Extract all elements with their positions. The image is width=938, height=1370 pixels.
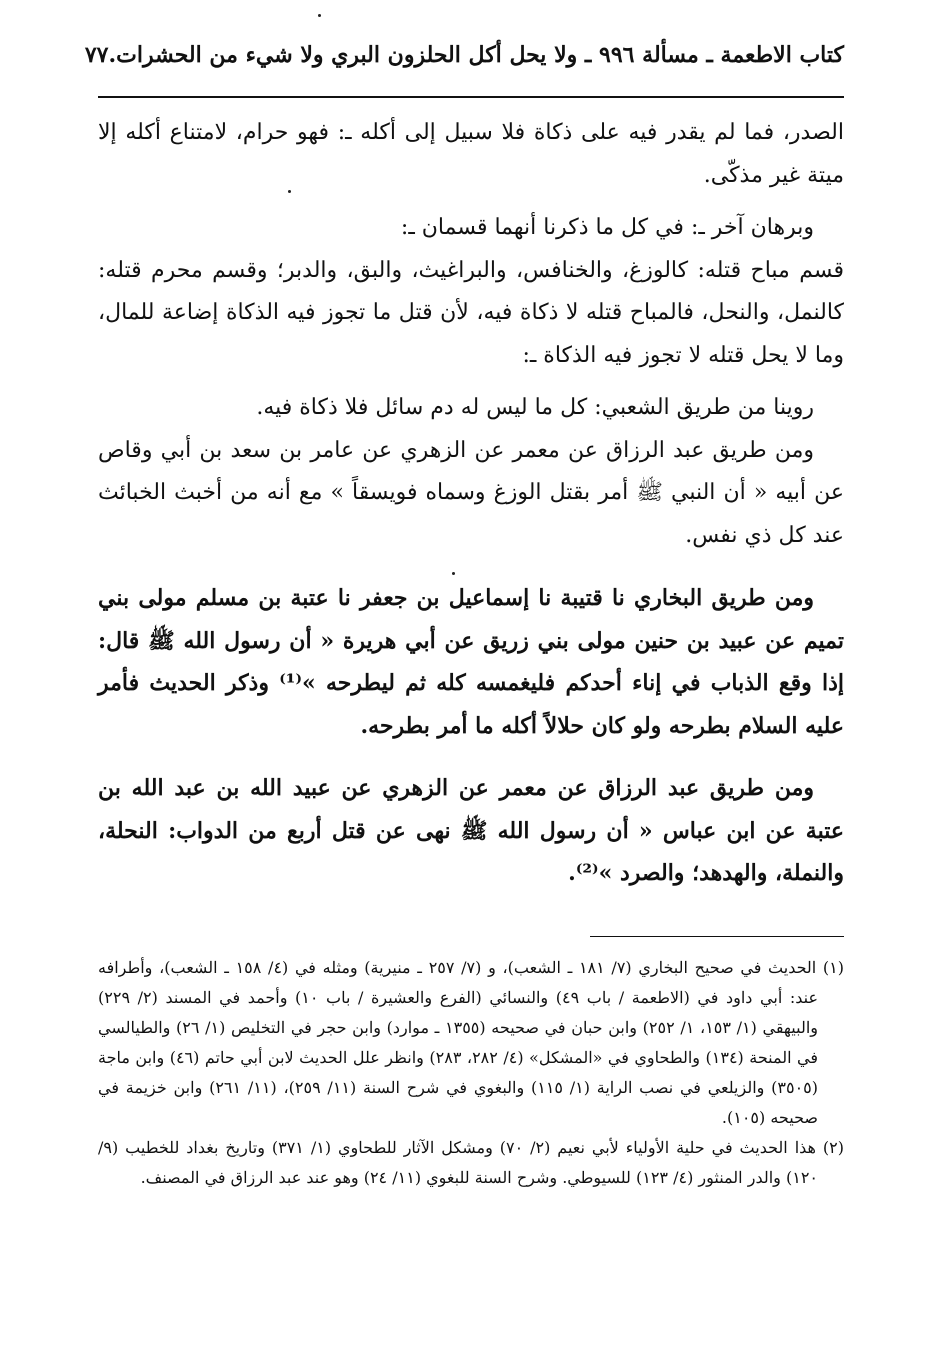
main-text — [98, 112, 844, 895]
paragraph: الصدر، فما لم يقدر فيه على ذكاة فلا سبيل إلى أكله ـ: فهو حرام، لامتناع أكله إلا ميتة غير مذكّى. — [98, 120, 844, 188]
paragraph: قسم مباح قتله: كالوزغ، والخنافس، والبراغيث، والبق، والدبر؛ وقسم محرم قتله: كالنمل، والنحل، فالمباح قتله لا ذكاة فيه، لأن قتل ما تجوز فيه الذكاة إضاعة للمال، وما لا يحل قتله لا تجوز فيه الذكاة ـ: — [98, 257, 844, 368]
footnote: (٢) هذا الحديث في حلية الأولياء لأبي نعيم (٢/ ٧٠) ومشكل الآثار للطحاوي (١/ ٣٧١) وتاريخ بغداد للخطيب (٩/ ١٢٠) والدر المنثور (٤/ ١٢٣) للسيوطي. وشرح السنة للبغوي (١١/ ٢٤) وهو عند عبد الرزاق في المصنف. — [98, 1138, 845, 1187]
footnote: (١) الحديث في صحيح البخاري (٧/ ١٨١ ـ الشعب)، و (٧/ ٢٥٧ ـ منيرية) ومثله في (٤/ ١٥٨ ـ الشعب)، وأطرافه عند: أبي داود في (الاطعمة / باب ٤٩) والنسائي (الفرع والعشيرة / باب ١٠) وأحمد في المسند (٢/ ٢٢٩) والبيهقي (١/ ١٥٣، ١/ ٢٥٢) وابن حبان في صحيحه (١٣٥٥ ـ موارد) وابن حجر في التخليص (١/ ٢٦) والطيالسي في المنحة (١٣٤) والطحاوي في «المشكل» (٤/ ٢٨٢، ٢٨٣) وانظر علل الحديث لابن أبي حاتم (٤٦) وابن ماجة (٣٥٠٥) والزيلعي في نصب الراية (١/ ١١٥) والبغوي في شرح السنة (١١/ ٢٥٩)، (١١/ ٢٦١) وابن خزيمة في صحيحه (١٠٥). — [98, 958, 845, 1127]
paragraph: ومن طريق عبد الرزاق عن معمر عن الزهري عن عامر بن سعد بن أبي وقاص عن أبيه « أن النبي ﷺ أمر بقتل الوزغ وسماه فويسقاً » مع أنه من أخبث الخبائث عند كل ذي نفس. — [98, 437, 844, 548]
page-number: ٧٧ — [84, 42, 109, 68]
page-header — [84, 30, 844, 80]
footnotes — [98, 953, 844, 1193]
paragraph: وبرهان آخر ـ: في كل ما ذكرنا أنهما قسمان ـ: — [400, 215, 814, 240]
paragraph: روينا من طريق الشعبي: كل ما ليس له دم سائل فلا ذكاة فيه. — [256, 395, 814, 420]
paragraph: ومن طريق عبد الرزاق عن معمر عن الزهري عن عبيد الله بن عبد الله بن عتبة عن ابن عباس « أن رسول الله ﷺ نهى عن قتل أربع من الدواب: النحلة، والنملة، والهدهد؛ والصرد »⁽²⁾. — [98, 775, 844, 886]
paragraph: ومن طريق البخاري نا قتيبة نا إسماعيل بن جعفر نا عتبة بن مسلم مولى بني تميم عن عبيد بن حنين مولى بني زريق عن أبي هريرة « أن رسول الله ﷺ قال: إذا وقع الذباب في إناء أحدكم فليغمسه كله ثم ليطرحه »⁽¹⁾ وذكر الحديث فأمر عليه السلام بطرحه ولو كان حلالاً أكله ما أمر بطرحه. — [98, 585, 845, 739]
running-title: كتاب الاطعمة ـ مسألة ٩٩٦ ـ ولا يحل أكل الحلزون البري ولا شيء من الحشرات. — [108, 42, 844, 68]
footnote-rule — [590, 936, 844, 937]
header-rule — [98, 96, 844, 98]
scan-speck — [318, 14, 321, 17]
